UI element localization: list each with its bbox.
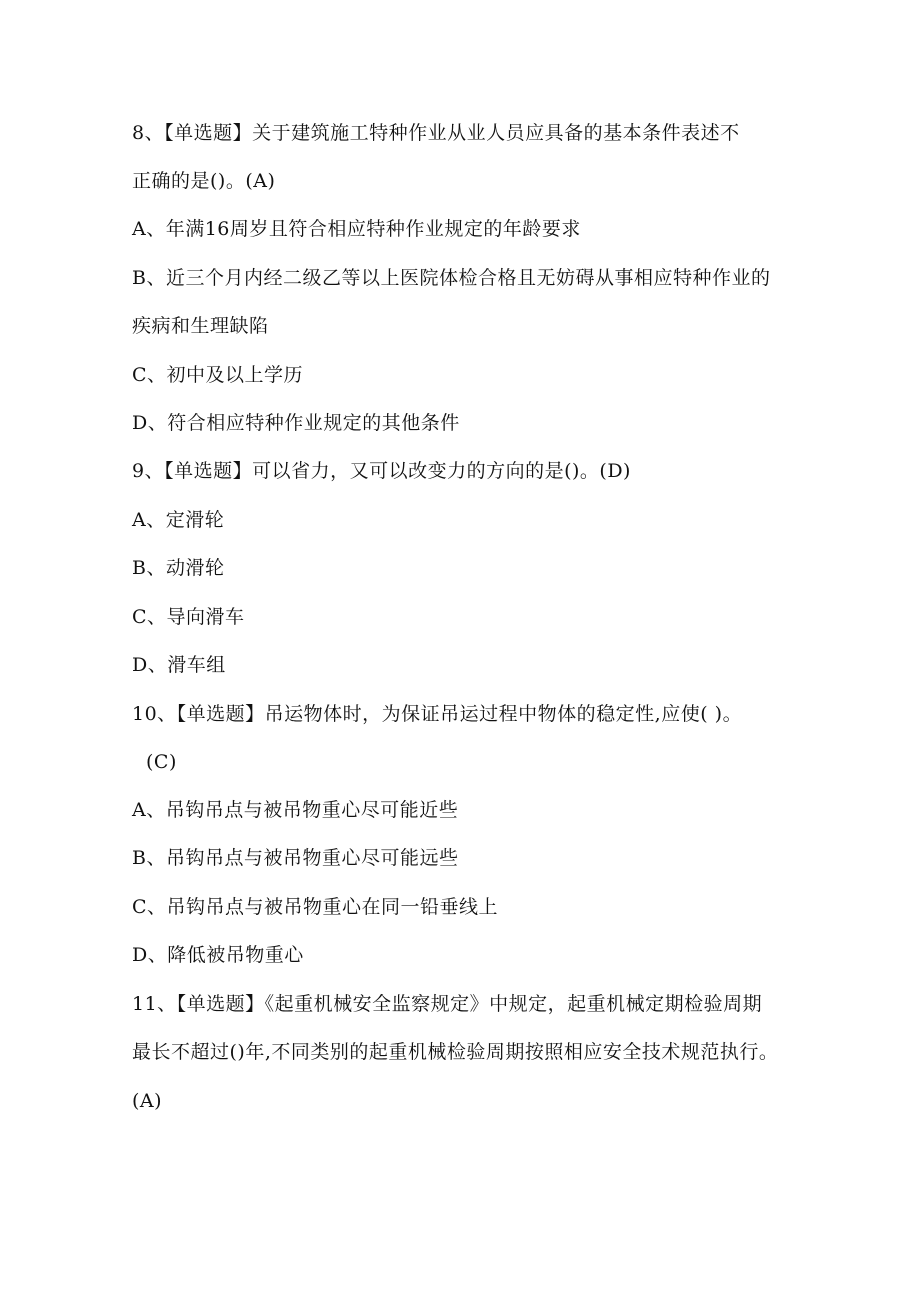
question-9-option-a: A、定滑轮	[132, 509, 225, 531]
question-9-option-b: B、动滑轮	[132, 557, 225, 579]
question-9-stem-line1: 9、【单选题】可以省力，又可以改变力的方向的是()。(D)	[132, 460, 631, 482]
question-11-stem-line3: (A)	[132, 1090, 163, 1112]
question-10-stem-line2: (C)	[146, 751, 177, 773]
question-11-stem-line2: 最长不超过()年,不同类别的起重机械检验周期按照相应安全技术规范执行。	[132, 1041, 779, 1063]
question-10-option-b: B、吊钩吊点与被吊物重心尽可能远些	[132, 847, 459, 869]
question-9-option-d: D、滑车组	[132, 654, 226, 676]
question-8-option-b-line1: B、近三个月内经二级乙等以上医院体检合格且无妨碍从事相应特种作业的	[132, 267, 771, 289]
question-10-option-c: C、吊钩吊点与被吊物重心在同一铅垂线上	[132, 896, 499, 918]
question-11-stem-line1: 11、【单选题】《起重机械安全监察规定》中规定，起重机械定期检验周期	[132, 993, 763, 1015]
question-8-option-b-line2: 疾病和生理缺陷	[132, 315, 269, 337]
question-10-option-d: D、降低被吊物重心	[132, 944, 304, 966]
question-9-option-c: C、导向滑车	[132, 606, 245, 628]
question-8-stem-line1: 8、【单选题】关于建筑施工特种作业从业人员应具备的基本条件表述不	[132, 122, 740, 144]
question-10-option-a: A、吊钩吊点与被吊物重心尽可能近些	[132, 799, 459, 821]
question-8-option-c: C、初中及以上学历	[132, 364, 304, 386]
question-8-option-d: D、符合相应特种作业规定的其他条件	[132, 412, 460, 434]
question-10-stem-line1: 10、【单选题】吊运物体时，为保证吊运过程中物体的稳定性,应使( )。	[132, 703, 743, 725]
question-8-option-a: A、年满16周岁且符合相应特种作业规定的年龄要求	[132, 218, 581, 240]
question-8-stem-line2: 正确的是()。(A)	[132, 170, 276, 192]
